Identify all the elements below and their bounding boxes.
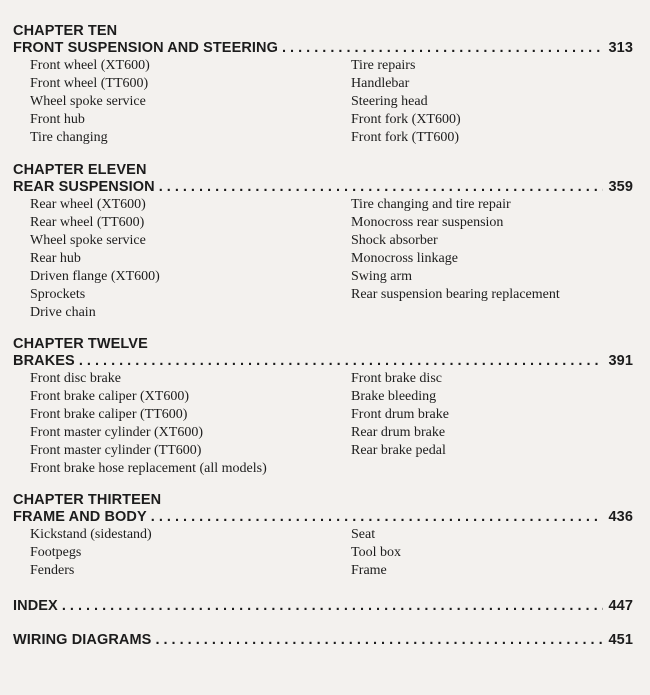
chapter-page-number: 391 (608, 353, 633, 369)
topic-item: Monocross linkage (351, 251, 458, 266)
topic-column-right (351, 526, 401, 580)
topic-column-left (30, 57, 150, 147)
topic-item: Front wheel (XT600) (30, 58, 150, 73)
topic-item: Rear suspension bearing replacement (351, 287, 560, 302)
chapter-title: FRONT SUSPENSION AND STEERING (13, 40, 278, 56)
entry-page-number: 447 (608, 598, 633, 614)
topic-column-left (30, 370, 267, 478)
topic-item: Rear drum brake (351, 425, 446, 440)
entry-page-number: 451 (608, 632, 633, 648)
topic-item: Front drum brake (351, 407, 449, 422)
chapter-title-row[interactable] (13, 40, 633, 57)
topic-list (13, 57, 633, 147)
chapter-page-number: 359 (608, 179, 633, 195)
topic-item: Handlebar (351, 76, 410, 91)
dot-leader (159, 179, 603, 196)
topic-item: Fenders (30, 563, 75, 578)
topic-item: Seat (351, 527, 376, 542)
dot-leader (151, 509, 603, 526)
dot-leader (62, 598, 603, 615)
topic-list (13, 370, 633, 478)
index-entry (13, 598, 633, 615)
topic-item: Tire changing and tire repair (351, 197, 511, 212)
wiring-diagrams-entry (13, 632, 633, 649)
topic-item: Front brake disc (351, 371, 442, 386)
chapter-title: FRAME AND BODY (13, 509, 147, 525)
topic-list (13, 196, 633, 322)
topic-item: Drive chain (30, 305, 96, 320)
topic-item: Tool box (351, 545, 401, 560)
topic-item: Kickstand (sidestand) (30, 527, 152, 542)
chapter-eleven (13, 162, 633, 322)
topic-item: Front brake caliper (XT600) (30, 389, 189, 404)
topic-item: Front master cylinder (XT600) (30, 425, 204, 440)
topic-item: Steering head (351, 94, 428, 109)
chapter-title-row[interactable] (13, 509, 633, 526)
topic-list (13, 526, 633, 580)
topic-item: Rear wheel (XT600) (30, 197, 146, 212)
topic-column-right (351, 57, 461, 147)
topic-item: Front brake caliper (TT600) (30, 407, 188, 422)
dot-leader (79, 353, 603, 370)
chapter-page-number: 436 (608, 509, 633, 525)
topic-item: Frame (351, 563, 387, 578)
chapter-page-number: 313 (608, 40, 633, 56)
topic-item: Monocross rear suspension (351, 215, 504, 230)
topic-item: Shock absorber (351, 233, 438, 248)
topic-item: Driven flange (XT600) (30, 269, 160, 284)
topic-item: Rear brake pedal (351, 443, 446, 458)
topic-column-right (351, 196, 560, 304)
chapter-ten (13, 23, 633, 147)
dot-leader (282, 40, 603, 57)
topic-item: Swing arm (351, 269, 413, 284)
entry-title: INDEX (13, 598, 58, 614)
chapter-title-row[interactable] (13, 353, 633, 370)
topic-item: Front master cylinder (TT600) (30, 443, 202, 458)
topic-item: Tire changing (30, 130, 108, 145)
topic-item: Front wheel (TT600) (30, 76, 149, 91)
chapter-title: BRAKES (13, 353, 75, 369)
topic-column-right (351, 370, 449, 460)
topic-item: Front fork (XT600) (351, 112, 461, 127)
chapter-number: CHAPTER TEN (13, 23, 118, 39)
topic-item: Sprockets (30, 287, 86, 302)
chapter-number: CHAPTER ELEVEN (13, 162, 147, 178)
topic-item: Rear wheel (TT600) (30, 215, 145, 230)
topic-item: Tire repairs (351, 58, 416, 73)
chapter-number: CHAPTER THIRTEEN (13, 492, 162, 508)
topic-item: Front hub (30, 112, 85, 127)
topic-item: Footpegs (30, 545, 82, 560)
topic-column-left (30, 196, 160, 322)
topic-item: Front fork (TT600) (351, 130, 460, 145)
topic-item: Wheel spoke service (30, 94, 146, 109)
dot-leader (155, 632, 602, 649)
topic-item: Rear hub (30, 251, 81, 266)
chapter-title: REAR SUSPENSION (13, 179, 155, 195)
topic-item: Brake bleeding (351, 389, 437, 404)
entry-title: WIRING DIAGRAMS (13, 632, 152, 648)
topic-item: Wheel spoke service (30, 233, 146, 248)
entry-title-row[interactable] (13, 598, 633, 615)
chapter-thirteen (13, 492, 633, 580)
entry-title-row[interactable] (13, 632, 633, 649)
chapter-number: CHAPTER TWELVE (13, 336, 148, 352)
chapter-twelve (13, 336, 633, 478)
topic-column-left (30, 526, 152, 580)
topic-item: Front brake hose replacement (all models) (30, 461, 267, 476)
topic-item: Front disc brake (30, 371, 121, 386)
chapter-title-row[interactable] (13, 179, 633, 196)
